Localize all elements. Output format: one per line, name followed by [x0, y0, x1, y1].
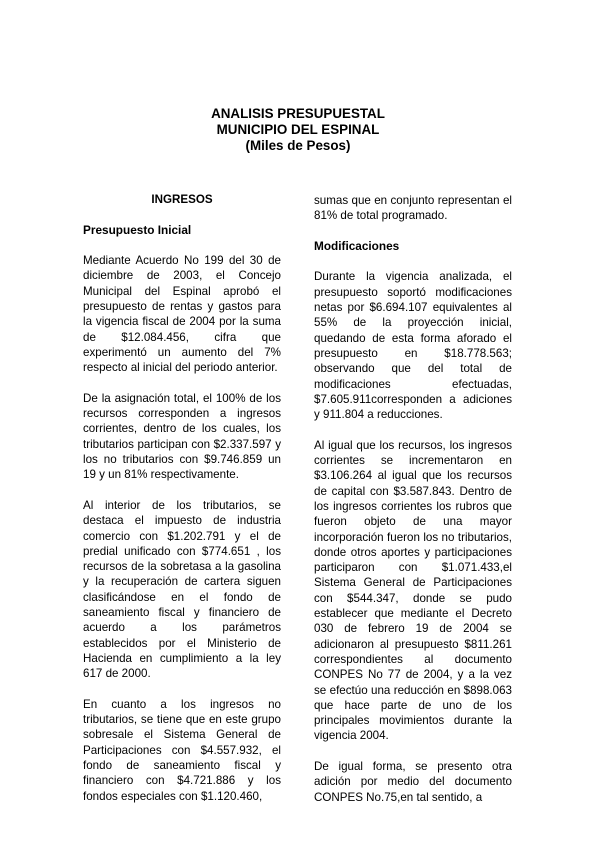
- title-line-1: ANALISIS PRESUPUESTAL: [211, 106, 385, 121]
- right-column: [314, 193, 512, 805]
- subheading-modificaciones: Modificaciones: [314, 238, 400, 253]
- section-heading-ingresos: INGRESOS: [151, 193, 213, 206]
- left-column: [83, 192, 281, 804]
- paragraph-continuation: sumas que en conjunto representan el 81% de total programado.: [314, 194, 512, 223]
- paragraph: Mediante Acuerdo No 199 del 30 de diciembre de 2003, el Concejo Municipal del Espinal aprobó el presupuesto de rentas y gastos para la vigencia fiscal de 2004 por la suma de $12.084.456, cifra que experimentó un aumento del 7% respecto al inicial del periodo anterior.: [83, 254, 281, 375]
- document-title: [0, 106, 596, 154]
- paragraph: De la asignación total, el 100% de los recursos corresponden a ingresos corrientes, dentro de los cuales, los tributarios participan con $2.337.597 y los no tributarios con $9.746.859 un 19 y un 81% respectivamente.: [83, 391, 281, 482]
- paragraph: En cuanto a los ingresos no tributarios, se tiene que en este grupo sobresale el Sistema General de Participaciones con $4.557.932, el fondo de saneamiento fiscal y financiero con $4.721.886 y los fondos especiales con $1.120.460,: [83, 697, 281, 803]
- paragraph: De igual forma, se presento otra adición por medio del documento CONPES No.75,en tal sentido, a: [314, 759, 512, 804]
- paragraph: Al igual que los recursos, los ingresos corrientes se incrementaron en $3.106.264 al igual que los recursos de capital con $3.587.843. Dentro de los ingresos corrientes los rubros que fueron objeto de una mayor incorporación fueron los no tributarios, donde otros aportes y participaciones participaron con $1.071.433,el Sistema General de Participaciones con $544.347, donde se pudo establecer que mediante el Decreto 030 de febrero 19 de 2004 se adicionaron al presupuesto $811.261 correspondientes al documento CONPES No 77 de 2004, y a la vez se efectúo una reducción en $898.063 que hace parte de uno de los principales movimientos durante la vigencia 2004.: [314, 438, 512, 743]
- title-line-2: MUNICIPIO DEL ESPINAL: [216, 122, 380, 137]
- paragraph: Al interior de los tributarios, se destaca el impuesto de industria comercio con $1.202.791 y el de predial unificado con $774.651 , los recursos de la sobretasa a la gasolina y la recuperación de cartera siguen clasificándose en el fondo de saneamiento fiscal y financiero de acuerdo a los parámetros establecidos por el Ministerio de Hacienda en cumplimiento a la ley 617 de 2000.: [83, 498, 281, 681]
- subheading-presupuesto-inicial: Presupuesto Inicial: [83, 222, 192, 237]
- paragraph: Durante la vigencia analizada, el presupuesto soportó modificaciones netas por $6.694.107 equivalentes al 55% de la proyección inicial, quedando de esta forma aforado el presupuesto en $18.778.563; observando que del total de modificaciones efectuadas, $7.605.911corresponden a adiciones y 911.804 a reducciones.: [314, 270, 512, 422]
- title-line-3: (Miles de Pesos): [245, 138, 351, 153]
